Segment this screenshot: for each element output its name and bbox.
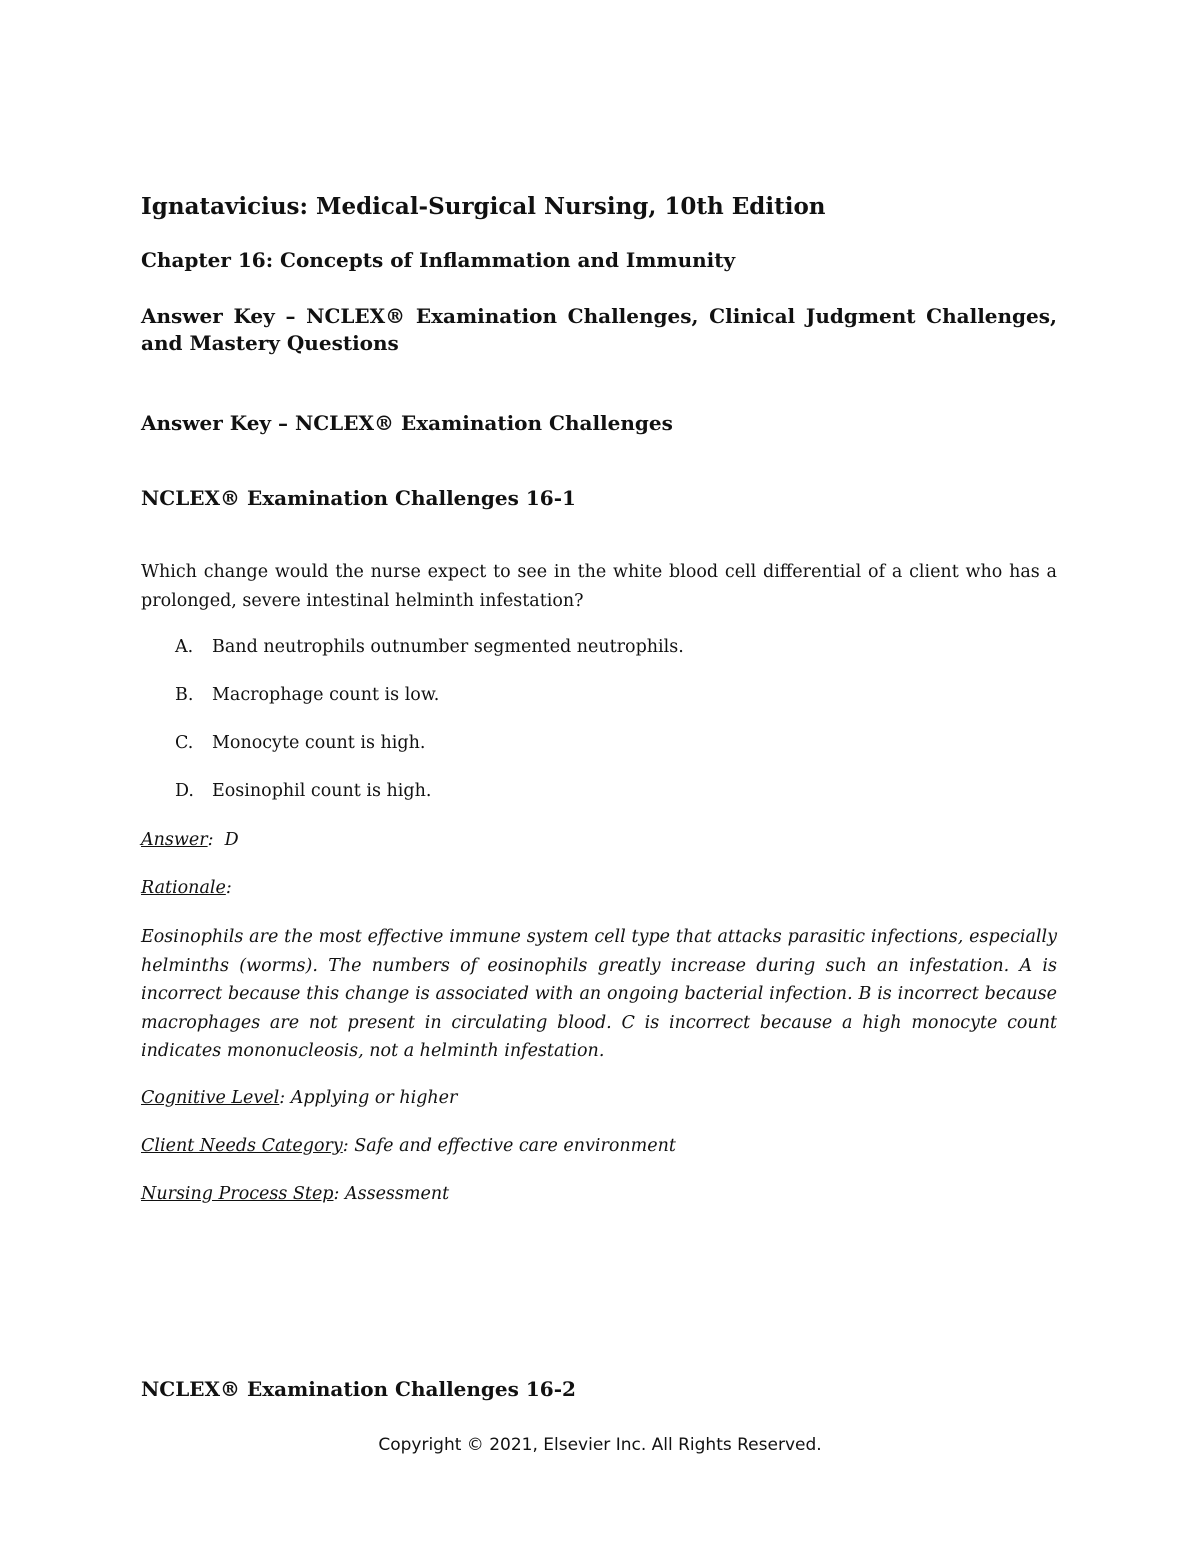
challenge-16-2-heading: NCLEX® Examination Challenges 16-2 xyxy=(141,1377,576,1401)
rationale-label-line: Rationale: xyxy=(141,878,232,898)
option-b xyxy=(175,683,439,707)
option-text: Eosinophil count is high. xyxy=(212,781,432,801)
cognitive-level-label: Cognitive Level xyxy=(141,1088,280,1108)
client-needs-value: Safe and effective care environment xyxy=(354,1136,676,1156)
challenge-16-1-heading: NCLEX® Examination Challenges 16-1 xyxy=(141,486,576,510)
cognitive-level-value: Applying or higher xyxy=(290,1088,458,1108)
rationale-label: Rationale xyxy=(141,878,226,898)
answer-key-full-heading: Answer Key – NCLEX® Examination Challenges, Clinical Judgment Challenges, and Mastery Questions xyxy=(141,304,1057,355)
rationale-text: Eosinophils are the most effective immune system cell type that attacks parasitic infections, especially helminths (worms). The numbers of eosinophils greatly increase during such an infestation. A is incorrect because this change is associated with an ongoing bacterial infection. B is incorrect because macrophages are not present in circulating blood. C is incorrect because a high monocyte count indicates mononucleosis, not a helminth infestation. xyxy=(141,927,1057,1061)
option-letter: A. xyxy=(175,637,194,657)
answer-value: D xyxy=(224,830,239,850)
option-c xyxy=(175,731,425,755)
document-title: Ignatavicius: Medical-Surgical Nursing, 10th Edition xyxy=(141,193,826,220)
option-a xyxy=(175,635,684,659)
option-text: Band neutrophils outnumber segmented neutrophils. xyxy=(212,637,684,657)
question-text: Which change would the nurse expect to see in the white blood cell differential of a client who has a prolonged, severe intestinal helminth infestation? xyxy=(141,562,1057,611)
option-letter: C. xyxy=(175,733,194,753)
nursing-process-label: Nursing Process Step xyxy=(141,1184,334,1204)
option-text: Monocyte count is high. xyxy=(212,733,426,753)
client-needs-label: Client Needs Category xyxy=(141,1136,343,1156)
option-letter: B. xyxy=(175,685,194,705)
cognitive-level-line: Cognitive Level: Applying or higher xyxy=(141,1088,458,1108)
chapter-heading: Chapter 16: Concepts of Inflammation and Immunity xyxy=(141,248,736,272)
nursing-process-value: Assessment xyxy=(344,1184,450,1204)
option-letter: D. xyxy=(175,781,194,801)
option-d xyxy=(175,779,431,803)
copyright-footer: Copyright © 2021, Elsevier Inc. All Rights Reserved. xyxy=(378,1435,822,1455)
answer-label: Answer xyxy=(141,830,208,850)
answer-line: Answer: D xyxy=(141,830,239,850)
nursing-process-line: Nursing Process Step: Assessment xyxy=(141,1184,450,1204)
client-needs-line: Client Needs Category: Safe and effective care environment xyxy=(141,1136,676,1156)
answer-key-section-heading: Answer Key – NCLEX® Examination Challenges xyxy=(141,411,673,435)
option-text: Macrophage count is low. xyxy=(212,685,440,705)
